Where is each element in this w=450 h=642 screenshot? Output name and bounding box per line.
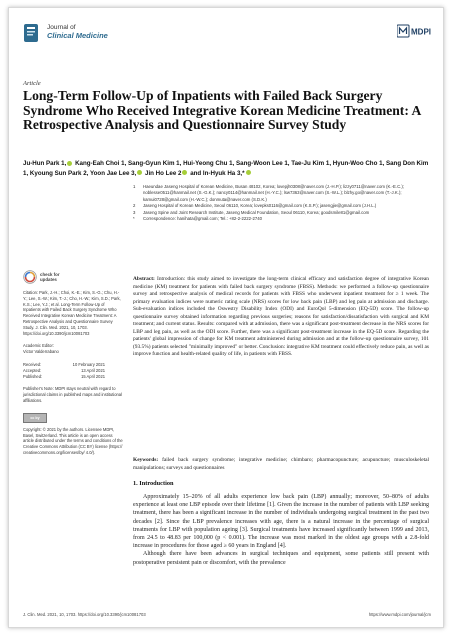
affiliations <box>133 184 429 222</box>
date-row <box>23 374 105 380</box>
mdpi-logo <box>397 24 431 38</box>
introduction-body <box>133 493 429 567</box>
date-label: Accepted: <box>23 367 42 373</box>
date-label: Received: <box>23 361 42 367</box>
article-dates <box>23 362 123 379</box>
correspondence <box>133 216 429 222</box>
keywords-label: Keywords: <box>133 457 159 463</box>
page-footer <box>23 612 431 617</box>
keywords <box>133 457 429 472</box>
author[interactable]: Jin Ho Lee 2 <box>145 169 182 177</box>
author[interactable]: Hyun-Woo Cho 1, <box>332 160 385 167</box>
affiliation-number: * <box>133 216 135 222</box>
abstract-label: Abstract: <box>133 276 155 282</box>
section-heading: 1. Introduction <box>133 480 174 487</box>
updates-line1: check for <box>40 272 60 277</box>
author[interactable]: Yoon Jae Lee 3, <box>89 169 137 177</box>
author[interactable]: Sang-Gyun Kim 1, <box>128 160 182 167</box>
affiliation-item <box>133 184 429 203</box>
journal-name-line2: Clinical Medicine <box>47 31 108 40</box>
affiliation-number: 3 <box>133 209 136 215</box>
journal-name-line1: Journal of <box>47 24 76 31</box>
author[interactable]: Kyoung Sun Park 2, <box>29 169 89 177</box>
affiliation-text: Jaseng Hospital of Korean Medicine, Seoul 06110, Korea; lovepks0116@gmail.com (K.S.P.); jasengjie@gmail.com (J.H.L.) <box>143 203 377 209</box>
date-value: 13 April 2021 <box>81 367 105 373</box>
date-value: 10 February 2021 <box>72 361 105 367</box>
journal-name <box>47 24 108 40</box>
journal-header <box>23 20 431 54</box>
mdpi-logo-text: MDPI <box>411 27 431 37</box>
affiliation-text: Haeundae Jaseng Hospital of Korean Medicine, Busan 48102, Korea; lovepjh0308@naver.com (J.-H.P.); lizzy0711@naver.com (K.-E.C.); noblesse0511@hanmail.net (S.-G.K.); nancy0114@hanmail.net (H.-Y.C.); lsw7363@naver.com (S.-W.L.); blzhy.go@naver.com (T.-J.K.); kamui0728@gmail.com (H.-W.C.); donmuta@naver.com (S.D.K.) <box>143 184 405 202</box>
orcid-icon[interactable] <box>137 170 142 175</box>
author[interactable]: Sang-Woon Lee 1, <box>236 160 290 167</box>
cc-by-license-icon[interactable]: cc by <box>23 413 47 423</box>
paragraph: Although there have been advances in surgical techniques and equipment, some patients still present with postoperative persistent pain or discomfort, with the prevalence <box>133 551 429 566</box>
journal-logo-icon <box>23 22 41 44</box>
publisher-note: Publisher's Note: MDPI stays neutral with regard to jurisdictional claims in published maps and institutional affiliations. <box>23 386 122 403</box>
author[interactable]: and In-Hyuk Ha 3,* <box>190 169 245 177</box>
academic-editor-name: Victor Valderrabano <box>23 349 59 355</box>
date-label: Published: <box>23 373 43 379</box>
article-sidebar <box>23 270 123 463</box>
affiliation-number: 1 <box>133 184 136 189</box>
correspondence-text: Correspondence: hanihata@gmail.com; Tel.: +82-2-2222-2740 <box>143 216 263 222</box>
academic-editor <box>23 343 123 355</box>
citation: Citation: Park, J.-H.; Choi, K.-E.; Kim, S.-G.; Chu, H.-Y.; Lee, S.-W.; Kim, T.-J.; Cho, H.-W.; Kim, S.D.; Park, K.S.; Lee, Y.J.; et al. Long-Term Follow-Up of Inpatients with Failed Back Surgery Syndrome Who Received Integrative Korean Medicine Treatment: A Retrospective Analysis and Questionnaire Survey Study. J. Clin. Med. 2021, 10, 1703. https://doi.org/10.3390/jcm10081703 <box>23 290 121 336</box>
orcid-icon[interactable] <box>67 161 72 166</box>
updates-line2: updates <box>40 277 57 282</box>
copyright-notice: Copyright: © 2021 by the authors. Licensee MDPI, Basel, Switzerland. This article is an open access article distributed under the terms and conditions of the Creative Commons Attribution (CC BY) license (https:// creativecommons.org/licenses/by/ 4.0/). <box>23 426 123 455</box>
article-type: Article <box>23 80 41 87</box>
paper-page <box>8 7 444 628</box>
author[interactable]: Kang-Eah Choi 1, <box>75 160 127 167</box>
abstract <box>133 276 429 359</box>
author[interactable]: Ju-Hun Park 1, <box>23 160 67 167</box>
footer-citation: J. Clin. Med. 2021, 10, 1703. https://doi.org/10.3390/jcm10081703 <box>23 612 146 617</box>
author[interactable]: Sang Don Kim 1, <box>23 160 429 177</box>
paragraph: Approximately 15–20% of all adults experience low back pain (LBP) annually; moreover, 50–80% of adults experience at least one LBP episode over their lifetime [1]. Given the increase in the number of patients with LBP seeking treatment, there has been a significant increase in the number of individuals undergoing surgical treatment in the past two decades [2]. Since the LBP prevalence increases with age, there is a natural increase in the percentage of surgical treatments for LBP with population ageing [3]. Surgical treatments have increased significantly between 1999 and 2013, from 24.5 to 48.83 per 100,000 (p < 0.001). The increase was most marked in the oldest age groups with a 2.8-fold increase in procedures for those aged ≥ 60 years in England [4]. <box>133 494 429 550</box>
orcid-icon[interactable] <box>246 170 251 175</box>
academic-editor-label: Academic Editor: <box>23 343 54 349</box>
date-value: 15 April 2021 <box>81 373 105 379</box>
article-title: Long-Term Follow-Up of Inpatients with Failed Back Surgery Syndrome Who Received Integrative Korean Medicine Treatment: A Retrospective Analysis and Questionnaire Survey Study <box>23 88 421 133</box>
orcid-icon[interactable] <box>182 170 187 175</box>
author[interactable]: Tae-Ju Kim 1, <box>291 160 332 167</box>
affiliation-number: 2 <box>133 203 136 209</box>
author-list <box>23 159 433 178</box>
footer-journal-link[interactable]: https://www.mdpi.com/journal/jcm <box>368 612 431 617</box>
affiliation-text: Jaseng Spine and Joint Research Institute, Jaseng Medical Foundation, Seoul 06110, Korea; goodsmile81@gmail.com <box>143 209 370 215</box>
check-for-updates-button[interactable] <box>23 270 123 284</box>
abstract-text: Introduction: this study aimed to investigate the long-term clinical efficacy and satisfaction degree of integrative Korean medicine (KM) treatment for patients with failed back surgery syndrome (FBSS). Methods: we performed a follow-up questionnaire survey and retrospective analysis of medical records for patients with FBSS who underwent inpatient treatment for ≥ 1 week. The primary evaluation indices were numeric rating scale (NRS) scores for low back pain (LBP) and leg pain at admission and discharge. Sub-evaluation indices included the Oswestry Disability Index (ODI) and EuroQol 5-dimension (EQ-5D) score. The follow-up questionnaire survey obtained information regarding previous surgeries; reasons for satisfaction/dissatisfaction with surgical and KM treatment; and current status. Results: compared with at admission, there was a significant post-treatment decrease in the NRS scores for LBP and leg pain, as well as the ODI score. Further, there was a significant post-treatment increase in the EQ-5D score. Regarding the patients' global impression of change for KM treatment administered during admission and at the follow-up questionnaire survey, 101 (93.5%) patients selected "minimally improved" or better. Conclusion: integrative KM treatment could effectively reduce pain, as well as improve function and health-related quality of life, in patients with FBSS. <box>133 276 429 358</box>
keywords-text: failed back surgery syndrome; integrative medicine; chimbaro; pharmacopuncture; acupuncture; musculoskeletal manipulations; surveys and questionnaires <box>133 457 429 471</box>
author[interactable]: Hui-Yeong Chu 1, <box>183 160 235 167</box>
check-updates-icon <box>23 270 37 284</box>
